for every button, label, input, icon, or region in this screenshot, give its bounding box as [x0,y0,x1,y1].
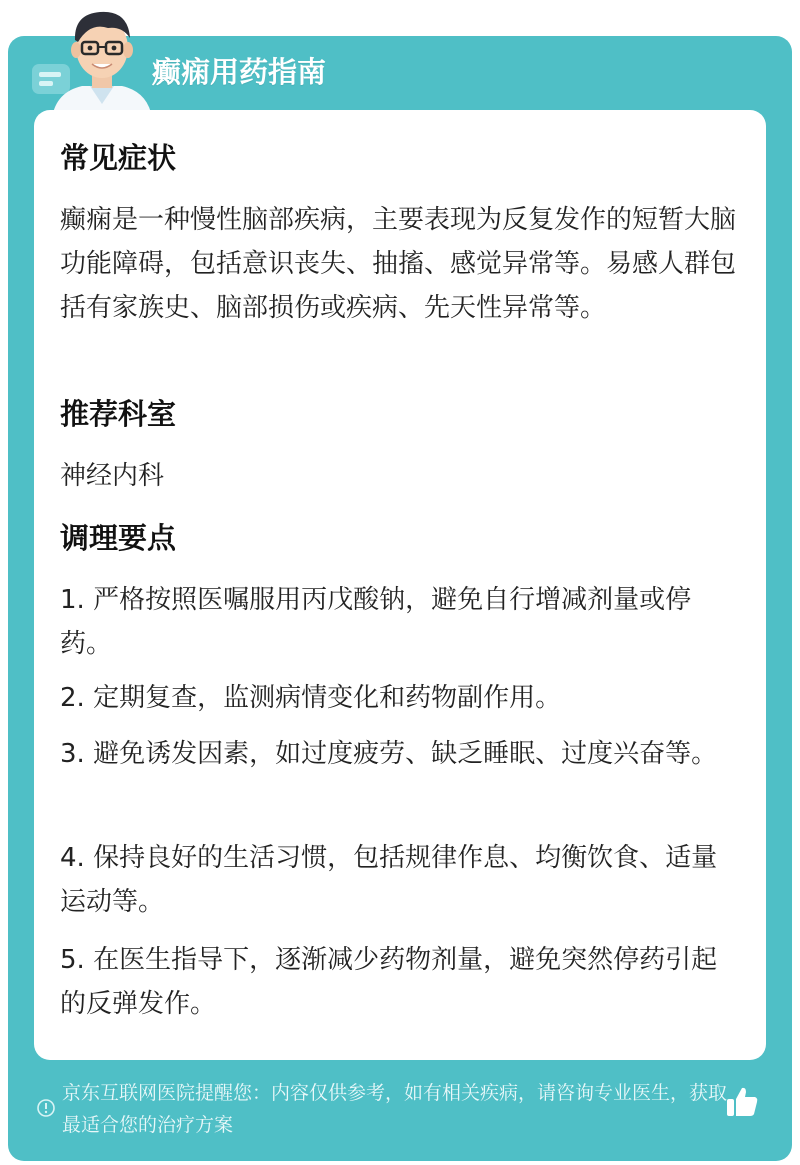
symptoms-heading: 常见症状 [60,141,177,175]
symptoms-text: 癫痫是一种慢性脑部疾病，主要表现为反复发作的短暂大脑功能障碍，包括意识丧失、抽搐、感觉异常等。易感人群包括有家族史、脑部损伤或疾病、先天性异常等。 [60,205,737,323]
care-heading: 调理要点 [60,521,177,555]
disclaimer-text: 京东互联网医院提醒您：内容仅供参考，如有相关疾病，请咨询专业医生，获取最适合您的治疗方案 [62,1082,728,1136]
thumbs-up-icon[interactable] [724,1084,760,1120]
doctor-avatar-icon [42,0,162,118]
care-item: 3. 避免诱发因素，如过度疲劳、缺乏睡眠、过度兴奋等。 [60,739,718,769]
info-icon [36,1098,56,1118]
care-item: 4. 保持良好的生活习惯，包括规律作息、均衡饮食、适量运动等。 [60,843,718,917]
content-card [34,110,766,1060]
department-text: 神经内科 [60,461,165,491]
care-item: 1. 严格按照医嘱服用丙戊酸钠，避免自行增减剂量或停药。 [60,585,692,659]
department-heading: 推荐科室 [60,397,177,431]
care-item: 5. 在医生指导下，逐渐减少药物剂量，避免突然停药引起的反弹发作。 [60,945,718,1019]
page-title: 癫痫用药指南 [152,55,327,89]
care-item: 2. 定期复查，监测病情变化和药物副作用。 [60,683,562,713]
